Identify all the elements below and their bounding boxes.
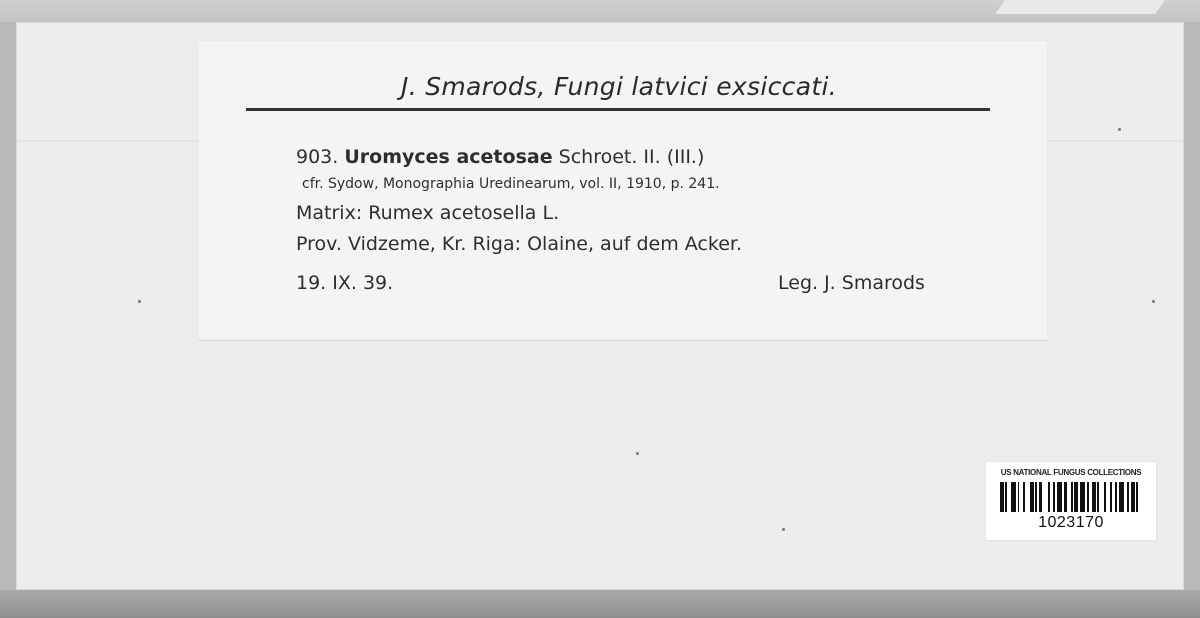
paper-speck [1152, 300, 1155, 303]
title-rule [246, 108, 990, 111]
institution-name: US NATIONAL FUNGUS COLLECTIONS [1000, 468, 1142, 477]
locality-line: Prov. Vidzeme, Kr. Riga: Olaine, auf dem Acker. [296, 233, 742, 255]
author-stages: Schroet. II. (III.) [558, 146, 705, 168]
paper-speck [138, 300, 141, 303]
top-edge [0, 0, 1200, 22]
specimen-label [198, 40, 1048, 340]
catalog-number: 1023170 [1038, 514, 1104, 531]
collection-date: 19. IX. 39. [296, 272, 394, 294]
paper-speck [636, 452, 639, 455]
paper-speck [1118, 128, 1121, 131]
taxon-name: Uromyces acetosae [344, 146, 553, 168]
barcode-bars [1000, 482, 1142, 512]
taxon-line [296, 146, 704, 168]
matrix-line: Matrix: Rumex acetosella L. [296, 202, 560, 224]
specimen-number: 903. [296, 146, 339, 168]
label-title: J. Smarods, Fungi latvici exsiccati. [401, 72, 837, 101]
paper-speck [782, 528, 785, 531]
barcode-label [986, 462, 1156, 540]
collector-line: Leg. J. Smarods [778, 272, 925, 294]
paper-fold [995, 0, 1165, 14]
reference-line: cfr. Sydow, Monographia Uredinearum, vol. II, 1910, p. 241. [302, 176, 720, 192]
bottom-edge [0, 590, 1200, 618]
